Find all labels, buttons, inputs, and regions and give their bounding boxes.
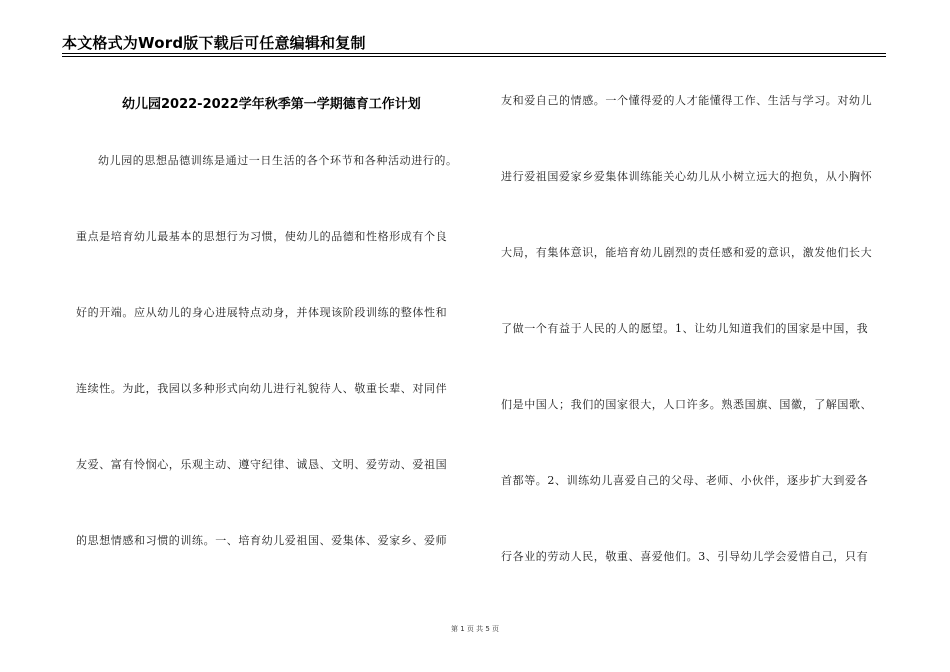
page-footer: 第 1 页 共 5 页 <box>450 625 500 633</box>
body-text-line: 进行爱祖国爱家乡爱集体训练能关心幼儿从小树立远大的抱负，从小胸怀 <box>501 170 873 183</box>
body-text-line: 了做一个有益于人民的人的愿望。1、让幼儿知道我们的国家是中国，我 <box>501 322 869 335</box>
body-text-line: 重点是培育幼儿最基本的思想行为习惯，使幼儿的品德和性格形成有个良 <box>76 230 448 243</box>
body-text-line: 的思想情感和习惯的训练。一、培育幼儿爱祖国、爱集体、爱家乡、爱师 <box>76 534 448 547</box>
header-rule-top <box>62 53 886 54</box>
body-text-line: 友和爱自己的情感。一个懂得爱的人才能懂得工作、生活与学习。对幼儿 <box>501 94 873 107</box>
body-text-line: 连续性。为此，我园以多种形式向幼儿进行礼貌待人、敬重长辈、对同伴 <box>76 382 448 395</box>
body-text-line: 们是中国人；我们的国家很大，人口许多。熟悉国旗、国徽，了解国歌、 <box>501 398 873 411</box>
body-text-line: 首都等。2、训练幼儿喜爱自己的父母、老师、小伙伴，逐步扩大到爱各 <box>501 474 869 487</box>
body-text-line: 行各业的劳动人民，敬重、喜爱他们。3、引导幼儿学会爱惜自己，只有 <box>501 550 869 563</box>
body-text-line: 好的开端。应从幼儿的身心进展特点动身，并体现该阶段训练的整体性和 <box>76 306 448 319</box>
body-text-line: 幼儿园的思想品德训练是通过一日生活的各个环节和各种活动进行的。 <box>98 154 458 167</box>
body-text-line: 大局，有集体意识，能培育幼儿剧烈的责任感和爱的意识，激发他们长大 <box>501 246 873 259</box>
document-title: 幼儿园2022-2022学年秋季第一学期德育工作计划 <box>122 97 421 112</box>
header-banner: 本文格式为Word版下载后可任意编辑和复制 <box>62 34 366 52</box>
header-rule-bottom <box>62 56 886 57</box>
body-text-line: 友爱、富有怜悯心，乐观主动、遵守纪律、诚恳、文明、爱劳动、爱祖国 <box>76 458 448 471</box>
